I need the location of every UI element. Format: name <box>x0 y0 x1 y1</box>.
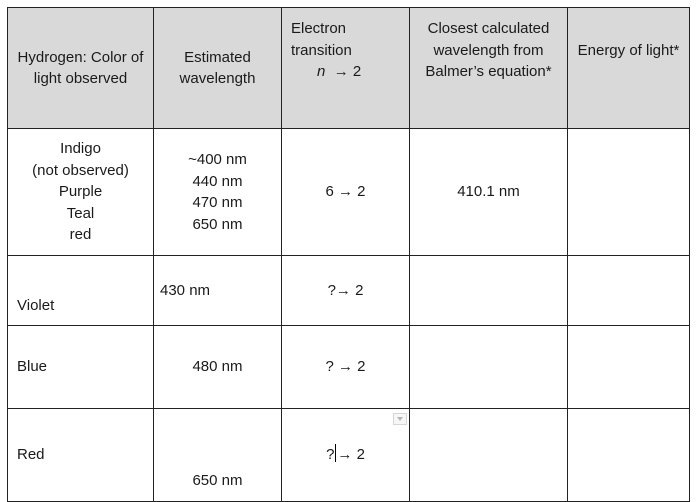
cell-balmer[interactable] <box>410 409 568 502</box>
transition-text: 6 → 2 <box>325 183 366 201</box>
cell-transition[interactable] <box>282 129 410 256</box>
wavelength-line: ~400 nm <box>188 151 247 168</box>
table-row <box>8 129 690 256</box>
cell-balmer[interactable] <box>410 326 568 409</box>
header-transition-arrow: → 2 <box>333 63 362 80</box>
cell-energy[interactable] <box>568 409 690 502</box>
cell-energy[interactable] <box>568 129 690 256</box>
hydrogen-spectrum-table <box>7 7 690 502</box>
header-energy-text: Energy of light* <box>577 42 680 59</box>
table-row <box>8 409 690 502</box>
balmer-text: 410.1 nm <box>457 183 520 201</box>
header-balmer-cell[interactable] <box>410 8 568 129</box>
dropdown-arrow-icon[interactable] <box>393 413 407 425</box>
cell-wavelength[interactable] <box>154 409 282 502</box>
cell-wavelength[interactable] <box>154 256 282 326</box>
header-energy-cell[interactable] <box>568 8 690 129</box>
cell-energy[interactable] <box>568 326 690 409</box>
color-line: Purple <box>58 183 103 201</box>
transition-rest: → 2 <box>337 446 365 464</box>
wavelength-text: 650 nm <box>192 471 243 489</box>
wavelength-line: 650 nm <box>192 215 243 233</box>
header-wavelength-cell[interactable] <box>154 8 282 129</box>
cell-transition[interactable] <box>282 326 410 409</box>
color-text: Violet <box>17 296 55 314</box>
cell-color[interactable] <box>8 129 154 256</box>
color-text: Red <box>17 446 45 464</box>
cell-transition-editing[interactable] <box>282 409 410 502</box>
wavelength-text: 430 nm <box>160 281 211 299</box>
color-line: red <box>69 226 92 244</box>
wavelength-text: 480 nm <box>192 358 243 376</box>
color-line: (not observed) <box>32 161 129 179</box>
header-transition-text: Electron transition <box>291 20 352 59</box>
color-text: Blue <box>17 358 48 376</box>
color-line: Teal <box>66 204 95 222</box>
table-row <box>8 326 690 409</box>
header-color-cell[interactable] <box>8 8 154 129</box>
cell-color[interactable] <box>8 256 154 326</box>
cell-wavelength[interactable] <box>154 129 282 256</box>
color-line: Indigo <box>60 140 101 158</box>
cell-transition[interactable] <box>282 256 410 326</box>
header-transition-cell[interactable] <box>282 8 410 129</box>
wavelength-line: 470 nm <box>192 194 243 211</box>
header-color-text: Hydrogen: Color of light observed <box>17 48 144 87</box>
cell-energy[interactable] <box>568 256 690 326</box>
cell-balmer[interactable] <box>410 256 568 326</box>
transition-text: ?→ 2 <box>327 281 364 299</box>
header-wavelength-text: Estimated wavelength <box>179 48 256 87</box>
transition-text: ? → 2 <box>325 358 366 376</box>
header-transition-formula <box>291 61 409 83</box>
spreadsheet-sheet <box>7 7 689 489</box>
wavelength-line: 440 nm <box>192 172 243 190</box>
header-transition-n: n <box>317 63 326 80</box>
header-balmer-text: Closest calculated wavelength from Balmer’s equation* <box>425 20 552 80</box>
header-row <box>8 8 690 129</box>
cell-balmer[interactable] <box>410 129 568 256</box>
cell-color[interactable] <box>8 326 154 409</box>
transition-question: ? <box>326 446 335 464</box>
table-row <box>8 256 690 326</box>
cell-color[interactable] <box>8 409 154 502</box>
cell-wavelength[interactable] <box>154 326 282 409</box>
